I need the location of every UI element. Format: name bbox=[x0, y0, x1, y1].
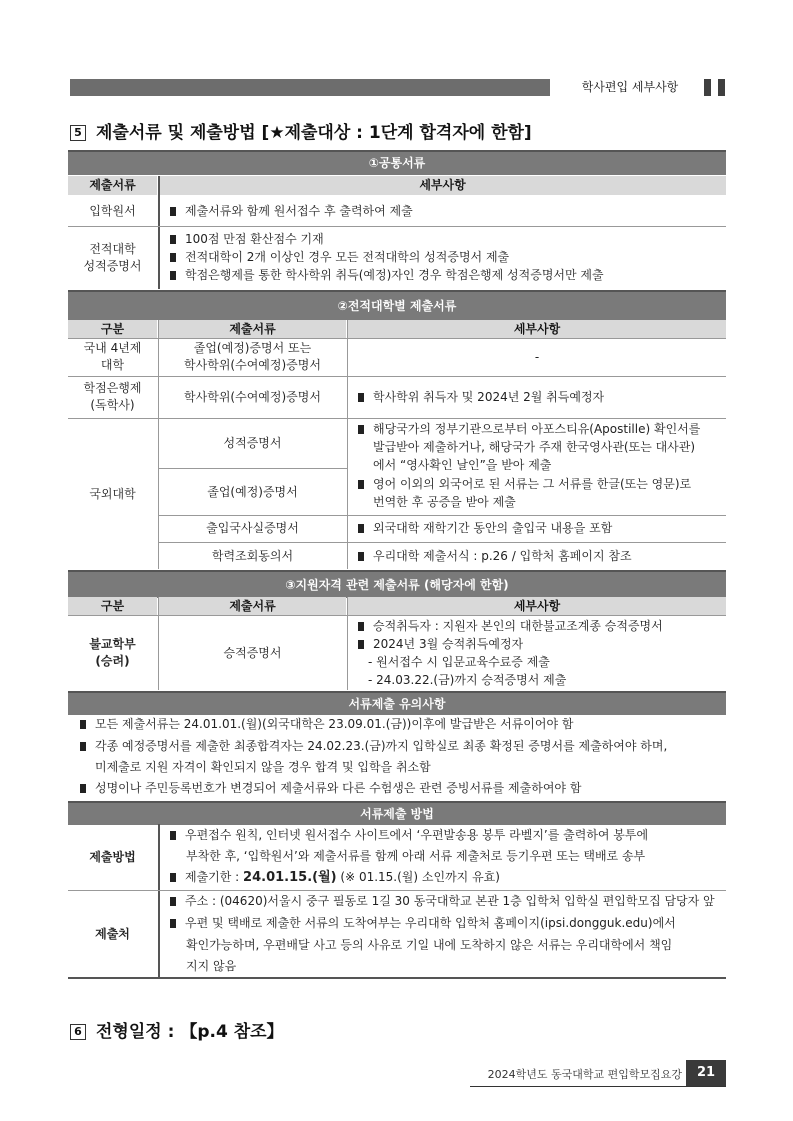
list-item: 해당국가의 정부기관으로부터 아포스티유(Apostille) 확인서를 bbox=[358, 421, 700, 438]
row-label-application: 입학원서 bbox=[89, 203, 136, 218]
list-item: 우편 및 택배로 제출한 서류의 도착여부는 우리대학 입학처 홈페이지(ipsi.dongguk.edu)에서 bbox=[170, 915, 676, 932]
section-number: 5 bbox=[70, 125, 86, 141]
header-bar bbox=[70, 79, 550, 96]
row-label-destination: 제출처 bbox=[95, 926, 130, 941]
band-common: ①공통서류 bbox=[68, 152, 726, 175]
list-item: 100점 만점 환산점수 기재 bbox=[170, 231, 324, 248]
col-divider bbox=[158, 176, 160, 289]
list-item: 영어 이외의 외국어로 된 서류는 그 서류를 한글(또는 영문)로 bbox=[358, 476, 691, 493]
footer-text: 2024학년도 동국대학교 편입학모집요강 bbox=[487, 1068, 682, 1081]
col-header-detail: 세부사항 bbox=[348, 320, 726, 338]
list-item: 제출기한 : 24.01.15.(월) (※ 01.15.(월) 소인까지 유효) bbox=[170, 869, 500, 886]
doc-credit-bank: 학사학위(수여예정)증명서 bbox=[184, 389, 321, 404]
header-block bbox=[718, 79, 725, 96]
doc-foreign-immigration: 출입국사실증명서 bbox=[206, 521, 299, 535]
col-divider bbox=[158, 824, 160, 977]
list-item: 학점은행제를 통한 학사학위 취득(예정)자인 경우 학점은행제 성적증명서만 제출 bbox=[170, 267, 604, 284]
row-label-transcript: 전적대학 성적증명서 bbox=[83, 242, 142, 273]
col-header-doc: 제출서류 bbox=[68, 176, 157, 195]
list-item-cont: 부착한 후, ‘입학원서’와 제출서류를 함께 아래 서류 제출처로 등기우편 또는 택배로 송부 bbox=[186, 849, 646, 863]
col-header-detail: 세부사항 bbox=[348, 597, 726, 615]
band-prior: ②전적대학별 제출서류 bbox=[68, 290, 726, 320]
col-header-doc: 제출서류 bbox=[159, 320, 346, 338]
row-label-buddhism: 불교학부 (승려) bbox=[89, 637, 136, 668]
row-label-method: 제출방법 bbox=[89, 849, 136, 864]
list-item: 승적취득자 : 지원자 본인의 대한불교조계종 승적증명서 bbox=[358, 618, 663, 635]
row-label-foreign: 국외대학 bbox=[89, 486, 136, 501]
list-item: 학사학위 취득자 및 2024년 2월 취득예정자 bbox=[358, 389, 604, 406]
list-item: 2024년 3월 승적취득예정자 bbox=[358, 636, 523, 653]
list-item: 전적대학이 2개 이상인 경우 모든 전적대학의 성적증명서 제출 bbox=[170, 249, 509, 266]
note-item-cont: 미제출로 지원 자격이 확인되지 않을 경우 합격 및 입학을 취소함 bbox=[95, 760, 431, 774]
list-item-cont: 발급받아 제출하거나, 해당국가 주재 한국영사관(또는 대사관) bbox=[373, 440, 696, 454]
col-divider bbox=[347, 597, 348, 690]
list-item-cont: 번역한 후 공증을 받아 제출 bbox=[373, 495, 516, 509]
list-item-cont: 지지 않음 bbox=[186, 959, 237, 973]
detail-domestic: - bbox=[534, 349, 540, 364]
doc-monk-certificate: 승적증명서 bbox=[223, 645, 282, 660]
list-item: 우편접수 원칙, 인터넷 원서접수 사이트에서 ‘우편발송용 봉투 라벨지’를 출력하여 봉투에 bbox=[170, 827, 648, 844]
doc-foreign-transcript: 성적증명서 bbox=[223, 435, 282, 450]
note-item: 각종 예정증명서를 제출한 최종합격자는 24.02.23.(금)까지 입학실로 최종 확정된 증명서를 제출하여야 하며, bbox=[80, 738, 667, 755]
list-item: 우리대학 제출서식 : p.26 / 입학처 홈페이지 참조 bbox=[358, 548, 632, 565]
band-notes: 서류제출 유의사항 bbox=[68, 691, 726, 715]
section-6-heading: 전형일정 : 【p.4 참조】 bbox=[96, 1022, 284, 1042]
deadline-date: 24.01.15.(월) bbox=[243, 870, 337, 885]
header-label: 학사편입 세부사항 bbox=[581, 80, 679, 94]
note-item: 모든 제출서류는 24.01.01.(월)(외국대학은 23.09.01.(금))이후에 발급받은 서류이어야 함 bbox=[80, 716, 573, 733]
col-header-detail: 세부사항 bbox=[159, 176, 726, 195]
row-label-domestic: 국내 4년제 대학 bbox=[83, 341, 142, 372]
list-item: 외국대학 재학기간 동안의 출입국 내용을 포함 bbox=[358, 520, 612, 537]
table-bottom-rule bbox=[68, 977, 726, 979]
col-header-category: 구분 bbox=[68, 320, 157, 338]
list-item-cont: 확인가능하며, 우편배달 사고 등의 사유로 기일 내에 도착하지 않은 서류는 우리대학에서 책임 bbox=[186, 938, 673, 952]
doc-foreign-diploma: 졸업(예정)증명서 bbox=[207, 484, 298, 499]
list-item: 제출서류와 함께 원서접수 후 출력하여 제출 bbox=[170, 203, 413, 220]
list-item-cont: 에서 “영사확인 날인”을 받아 제출 bbox=[373, 458, 552, 472]
row-divider bbox=[68, 890, 726, 891]
page-number: 21 bbox=[686, 1060, 726, 1086]
note-item: 성명이나 주민등록번호가 변경되어 제출서류와 다른 수험생은 관련 증빙서류를 제출하여야 함 bbox=[80, 780, 581, 797]
section-5-title bbox=[70, 118, 532, 143]
section-number: 6 bbox=[70, 1024, 86, 1040]
section-6-title bbox=[70, 1017, 284, 1042]
band-qualification: ③지원자격 관련 제출서류 (해당자에 한함) bbox=[68, 570, 726, 598]
section-5-heading: 제출서류 및 제출방법 [★제출대상 : 1단계 합격자에 한함] bbox=[96, 123, 532, 143]
doc-foreign-consent: 학력조회동의서 bbox=[211, 548, 294, 563]
doc-domestic: 졸업(예정)증명서 또는 학사학위(수여예정)증명서 bbox=[184, 341, 321, 372]
row-divider bbox=[68, 226, 726, 227]
row-label-credit-bank: 학점은행제 (독학사) bbox=[83, 381, 142, 412]
band-method: 서류제출 방법 bbox=[68, 801, 726, 825]
list-item: 주소 : (04620)서울시 중구 필동로 1길 30 동국대학교 본관 1층 입학처 입학실 편입학모집 담당자 앞 bbox=[170, 893, 715, 910]
list-item-sub: - 원서접수 시 입문교육수료증 제출 bbox=[368, 655, 550, 669]
col-header-doc: 제출서류 bbox=[159, 597, 346, 615]
list-item-sub: - 24.03.22.(금)까지 승적증명서 제출 bbox=[368, 673, 567, 687]
footer-rule bbox=[470, 1086, 726, 1087]
header-block bbox=[704, 79, 711, 96]
col-header-category: 구분 bbox=[68, 597, 157, 615]
